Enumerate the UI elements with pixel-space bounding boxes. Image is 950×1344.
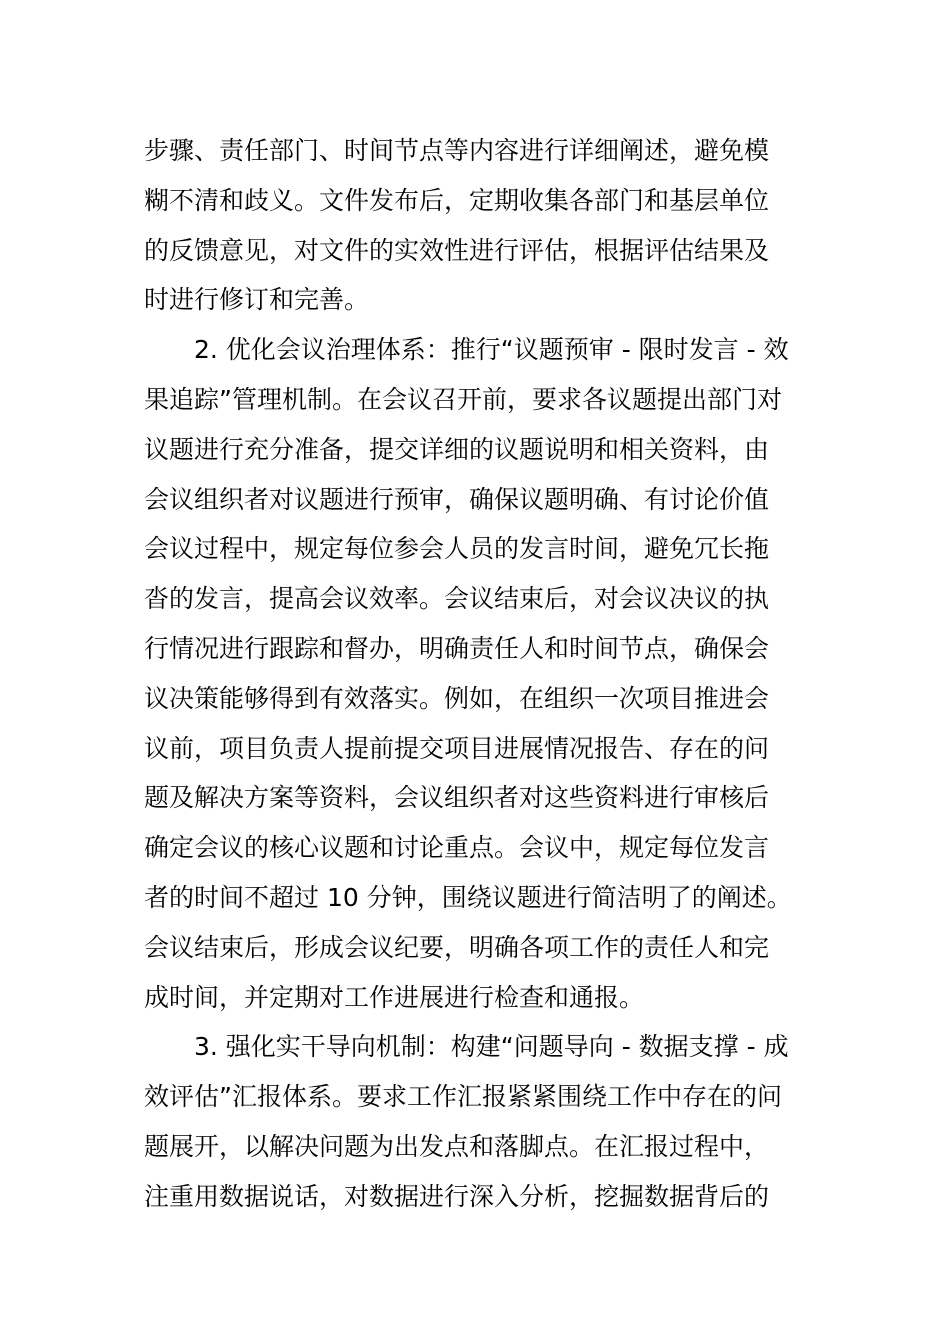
text-line: 议决策能够得到有效落实。例如，在组织一次项目推进会 (144, 683, 770, 713)
text-line: 沓的发言，提高会议效率。会议结束后，对会议决议的执 (144, 584, 770, 614)
section-heading-line: 3. 强化实干导向机制：构建“问题导向 - 数据支撑 - 成 (194, 1032, 789, 1062)
text-line: 者的时间不超过 10 分钟，围绕议题进行简洁明了的阐述。 (144, 882, 792, 912)
text-line: 的反馈意见，对文件的实效性进行评估，根据评估结果及 (144, 235, 770, 265)
text-line: 会议结束后，形成会议纪要，明确各项工作的责任人和完 (144, 932, 770, 962)
section-heading-line: 2. 优化会议治理体系：推行“议题预审 - 限时发言 - 效 (194, 335, 789, 365)
text-line: 会议组织者对议题进行预审，确保议题明确、有讨论价值 (144, 484, 770, 514)
text-line: 时进行修订和完善。 (144, 285, 370, 315)
text-line: 会议过程中，规定每位参会人员的发言时间，避免冗长拖 (144, 534, 770, 564)
text-line: 效评估”汇报体系。要求工作汇报紧紧围绕工作中存在的问 (144, 1082, 782, 1112)
document-body (144, 126, 812, 1222)
text-line: 行情况进行跟踪和督办，明确责任人和时间节点，确保会 (144, 633, 770, 663)
text-line: 议题进行充分准备，提交详细的议题说明和相关资料，由 (144, 434, 770, 464)
text-line: 题及解决方案等资料，会议组织者对这些资料进行审核后 (144, 783, 770, 813)
text-line: 步骤、责任部门、时间节点等内容进行详细阐述，避免模 (144, 136, 770, 165)
text-line: 确定会议的核心议题和讨论重点。会议中，规定每位发言 (144, 833, 770, 863)
text-line: 糊不清和歧义。文件发布后，定期收集各部门和基层单位 (144, 185, 770, 215)
text-line: 果追踪”管理机制。在会议召开前，要求各议题提出部门对 (144, 384, 782, 414)
text-line: 题展开，以解决问题为出发点和落脚点。在汇报过程中， (144, 1131, 770, 1161)
text-line: 成时间，并定期对工作进展进行检查和通报。 (144, 982, 645, 1012)
text-line: 议前，项目负责人提前提交项目进展情况报告、存在的问 (144, 733, 770, 763)
text-line: 注重用数据说话，对数据进行深入分析，挖掘数据背后的 (144, 1181, 770, 1211)
